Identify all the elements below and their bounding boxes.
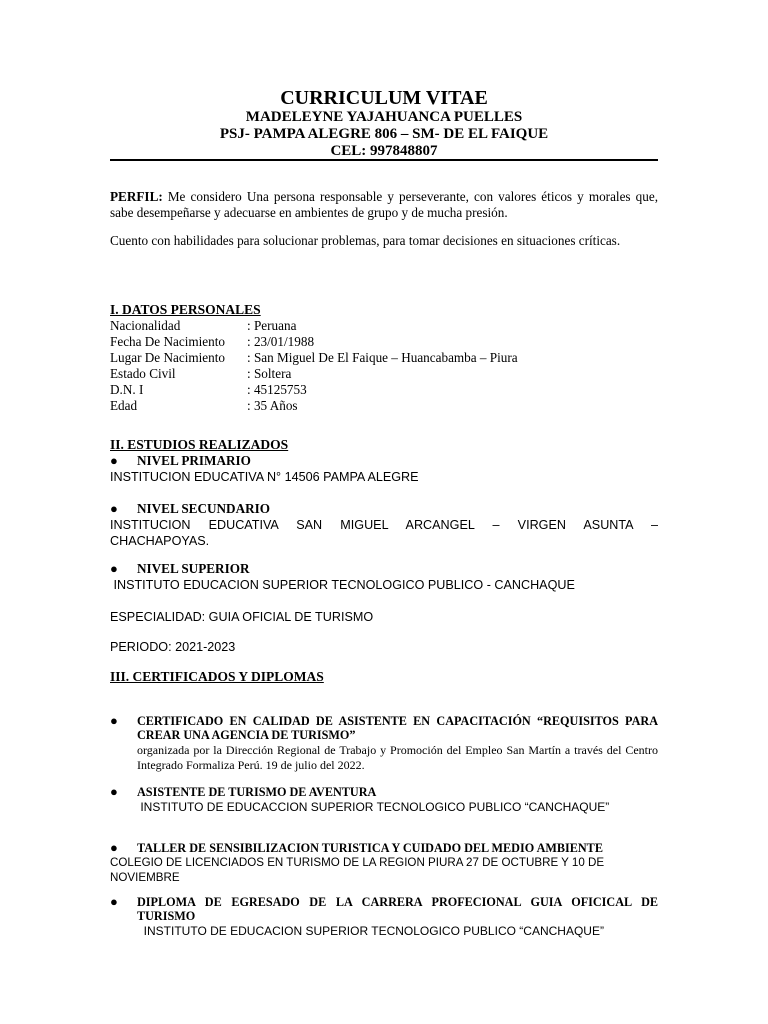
certificado-title: DIPLOMA DE EGRESADO DE LA CARRERA PROFECIONAL GUIA OFICICAL DE TURISMO — [137, 895, 658, 923]
datos-label: Nacionalidad — [110, 318, 181, 333]
datos-value: : 23/01/1988 — [247, 334, 315, 349]
datos-value: : Peruana — [247, 318, 297, 333]
certificado-body: INSTITUTO DE EDUCACION SUPERIOR TECNOLOGICO PUBLICO “CANCHAQUE” — [137, 924, 604, 938]
nivel-secundario-institution-cont: CHACHAPOYAS. — [110, 534, 210, 548]
datos-label: Lugar De Nacimiento — [110, 350, 225, 365]
perfil-skills: Cuento con habilidades para solucionar problemas, para tomar decisiones en situaciones críticas. — [110, 233, 621, 248]
datos-label: Estado Civil — [110, 366, 176, 381]
header-divider — [110, 159, 658, 161]
bullet-icon: ● — [110, 894, 118, 909]
especialidad: ESPECIALIDAD: GUIA OFICIAL DE TURISMO — [110, 610, 374, 624]
datos-label: Edad — [110, 398, 138, 413]
certificado-body: COLEGIO DE LICENCIADOS EN TURISMO DE LA REGION PIURA 27 DE OCTUBRE Y 10 DE NOVIEMBRE — [110, 856, 605, 884]
perfil-paragraph — [110, 189, 658, 221]
nivel-primario-institution: INSTITUCION EDUCATIVA N° 14506 PAMPA ALEGRE — [110, 470, 419, 484]
certificado-body: INSTITUTO DE EDUCACCION SUPERIOR TECNOLOGICO PUBLICO “CANCHAQUE” — [137, 800, 610, 814]
datos-heading: I. DATOS PERSONALES — [110, 302, 261, 317]
datos-label: D.N. I — [110, 382, 144, 397]
nivel-secundario-institution: INSTITUCION EDUCATIVA SAN MIGUEL ARCANGEL – VIRGEN ASUNTA – — [110, 518, 658, 532]
nivel-secundario-label: NIVEL SECUNDARIO — [137, 501, 271, 516]
cv-title: CURRICULUM VITAE — [280, 87, 488, 109]
nivel-primario-label: NIVEL PRIMARIO — [137, 453, 251, 468]
datos-label: Fecha De Nacimiento — [110, 334, 225, 349]
candidate-name: MADELEYNE YAJAHUANCA PUELLES — [245, 109, 523, 125]
estudios-heading: II. ESTUDIOS REALIZADOS — [110, 437, 289, 452]
bullet-icon: ● — [110, 501, 118, 516]
bullet-icon: ● — [110, 840, 118, 855]
certificado-title: ASISTENTE DE TURISMO DE AVENTURA — [137, 785, 377, 799]
nivel-superior-institution: INSTITUTO EDUCACION SUPERIOR TECNOLOGICO PUBLICO - CANCHAQUE — [110, 578, 575, 592]
bullet-icon: ● — [110, 713, 118, 728]
perfil-label: PERFIL: — [110, 189, 163, 204]
datos-value: : 35 Años — [247, 398, 298, 413]
certificado-title: TALLER DE SENSIBILIZACION TURISTICA Y CUIDADO DEL MEDIO AMBIENTE — [137, 841, 603, 855]
periodo: PERIODO: 2021-2023 — [110, 640, 236, 654]
bullet-icon: ● — [110, 561, 118, 576]
bullet-icon: ● — [110, 784, 118, 799]
certificado-title: CERTIFICADO EN CALIDAD DE ASISTENTE EN CAPACITACIÓN “REQUISITOS PARA CREAR UNA AGENCIA DE TURISMO” — [137, 714, 658, 742]
certificado-body: organizada por la Dirección Regional de Trabajo y Promoción del Empleo San Martín a través del Centro Integrado Formaliza Perú. 19 de julio del 2022. — [137, 743, 658, 772]
nivel-superior-label: NIVEL SUPERIOR — [137, 561, 250, 576]
bullet-icon: ● — [110, 453, 118, 468]
datos-value: : Soltera — [247, 366, 292, 381]
datos-value: : San Miguel De El Faique – Huancabamba – Piura — [247, 350, 518, 365]
candidate-address: PSJ- PAMPA ALEGRE 806 – SM- DE EL FAIQUE — [219, 126, 549, 142]
datos-value: : 45125753 — [247, 382, 307, 397]
candidate-phone: CEL: 997848807 — [330, 143, 438, 159]
certificados-heading: III. CERTIFICADOS Y DIPLOMAS — [110, 669, 324, 684]
perfil-text: Me considero Una persona responsable y perseverante, con valores éticos y morales que, sabe desempeñarse y adecuarse en ambientes de grupo y de mucha presión. — [110, 189, 658, 220]
